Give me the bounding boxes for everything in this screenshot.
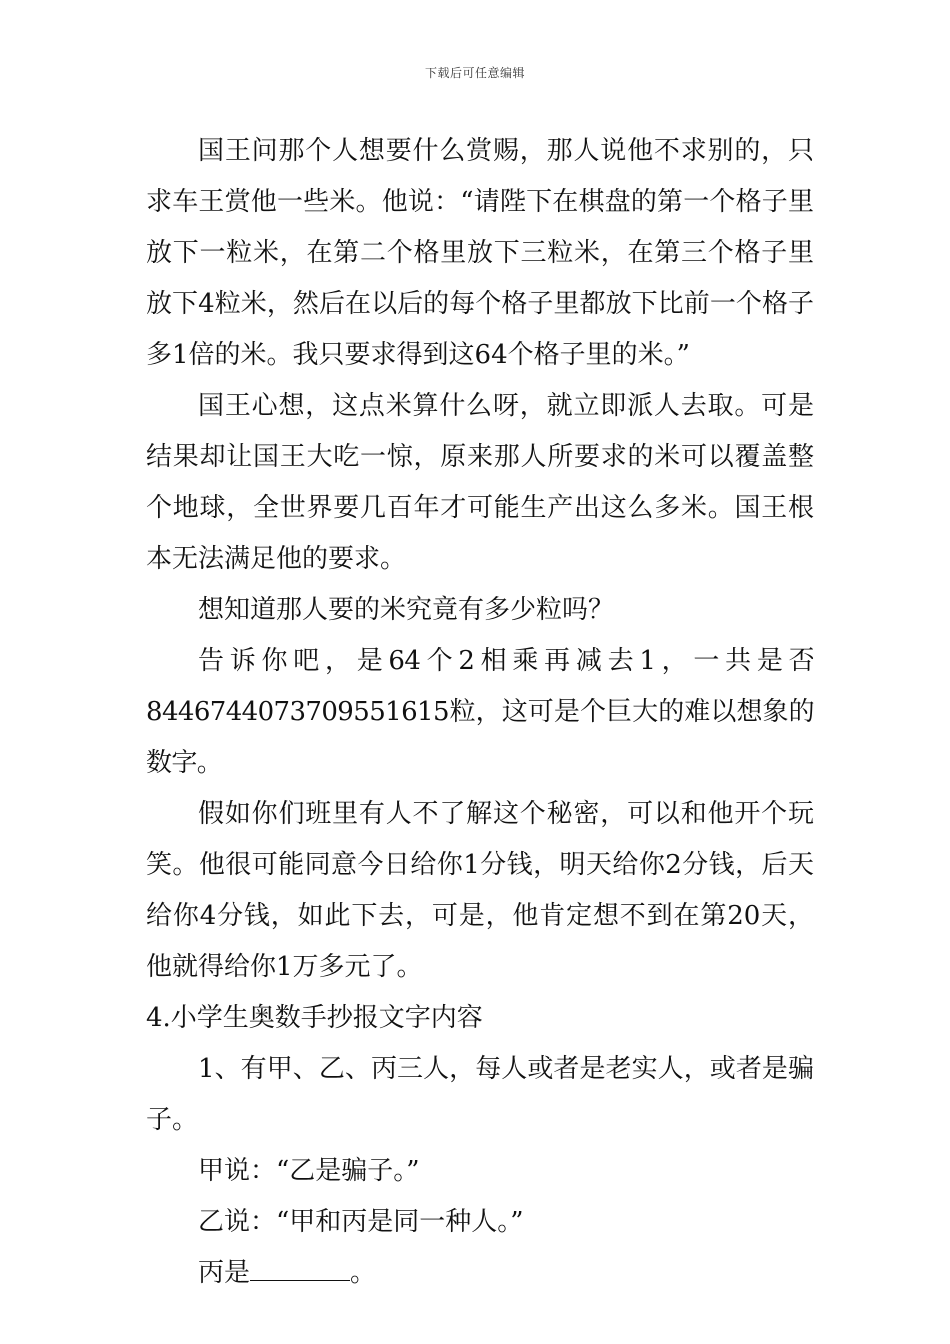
puzzle-answer-line [146, 1248, 814, 1299]
answer-prefix: 丙是 [198, 1258, 251, 1288]
paragraph-question: 想知道那人要的米究竟有多少粒吗？ [198, 595, 615, 625]
puzzle-question: 1、有甲、乙、丙三人，每人或者是老实人，或者是骗子。 [146, 1054, 814, 1135]
answer-suffix: 。 [350, 1258, 377, 1288]
paragraph-king-reward: 国王问那个人想要什么赏赐，那人说他不求别的，只求车王赏他一些米。他说：“请陛下在棋盘的第一个格子里放下一粒米，在第二个格里放下三粒米，在第三个格子里放下4粒米，然后在以后的每个格子里都放下比前一个格子多1倍的米。我只要求得到这64个格子里的米。” [146, 136, 814, 370]
paragraph-king-surprise: 国王心想，这点米算什么呀，就立即派人去取。可是结果却让国王大吃一惊，原来那人所要求的米可以覆盖整个地球，全世界要几百年才可能生产出这么多米。国王根本无法满足他的要求。 [146, 391, 814, 574]
puzzle-statement-yi: 乙说：“甲和丙是同一种人。” [198, 1207, 524, 1237]
paragraph-joke: 假如你们班里有人不了解这个秘密，可以和他开个玩笑。他很可能同意今日给你1分钱，明天给你2分钱，后天给你4分钱，如此下去，可是，他肯定想不到在第20天，他就得给你1万多元了。 [146, 799, 814, 982]
puzzle-statement-jia: 甲说：“乙是骗子。” [198, 1156, 420, 1186]
answer-blank [250, 1250, 350, 1281]
section-heading: 4.小学生奥数手抄报文字内容 [146, 1003, 483, 1033]
document-body [146, 126, 814, 1299]
page-header: 下载后可任意编辑 [424, 66, 525, 80]
paragraph-answer: 告诉你吧，是64个2相乘再减去1，一共是否8446744073709551615粒，这可是个巨大的难以想象的数字。 [146, 646, 814, 778]
